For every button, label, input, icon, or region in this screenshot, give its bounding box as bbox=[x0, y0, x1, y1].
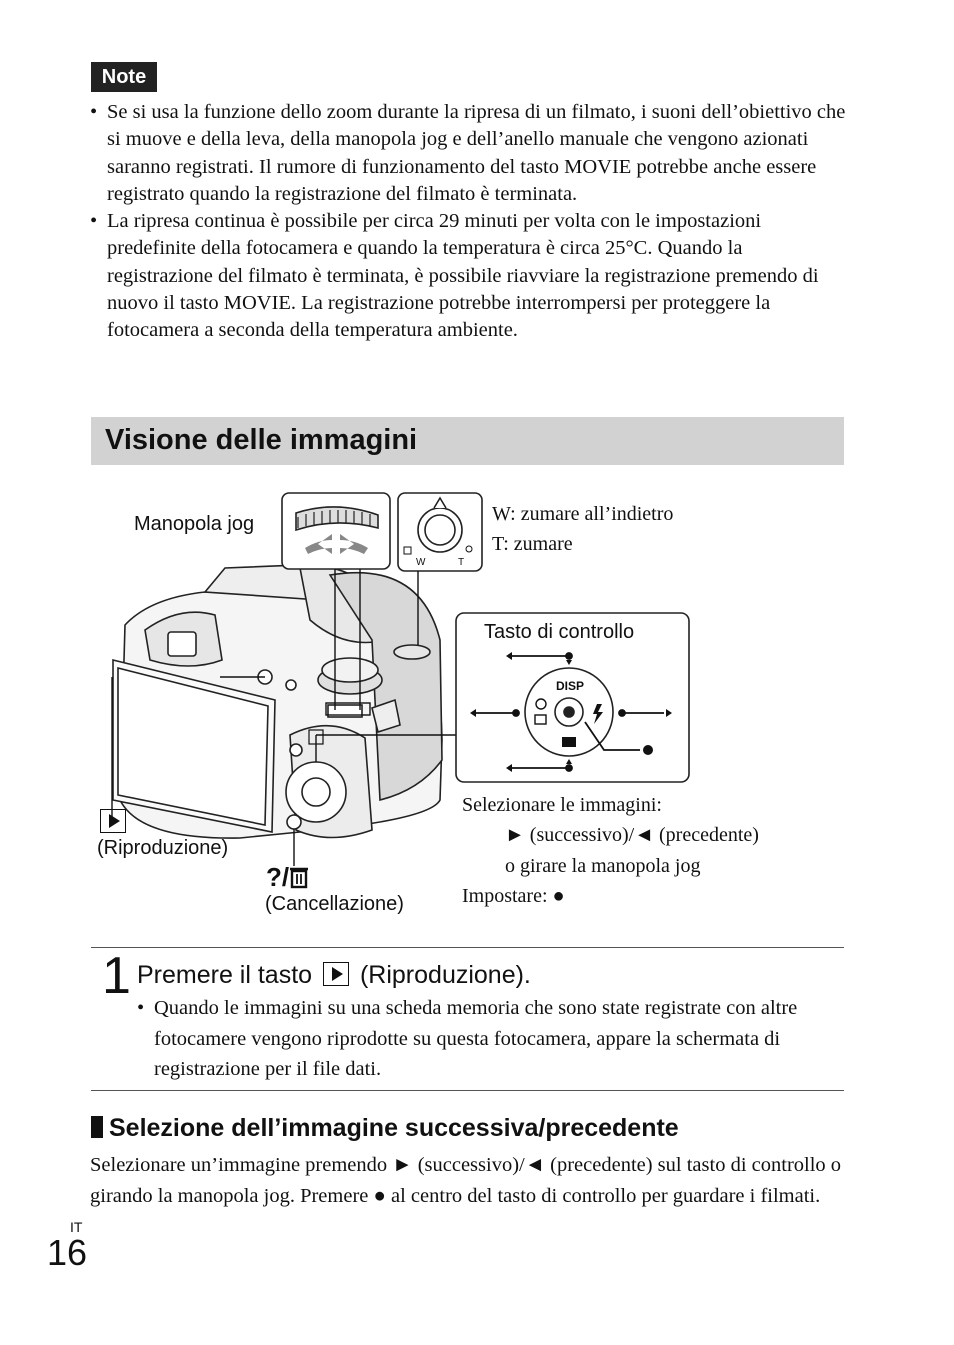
next-arrow-icon: ► bbox=[392, 1154, 413, 1176]
prev-arrow-icon: ◄ bbox=[634, 824, 655, 846]
section-title: Visione delle immagini bbox=[105, 424, 418, 456]
step-title-after: (Riproduzione). bbox=[359, 961, 531, 989]
step-rule-top bbox=[91, 947, 844, 948]
zoom-t-label: T bbox=[458, 557, 465, 568]
camera-illustration bbox=[0, 470, 954, 930]
page-number: 16 bbox=[47, 1232, 88, 1273]
select-next-prev bbox=[505, 823, 759, 847]
note-bullet-1: • Se si usa la funzione dello zoom durante la ripresa di un filmato, i suoni dell’obiettivo che si muove e della leva, della manopola jog e dell’anello manuale che vengono azionati saranno registrati. Il rumore di funzionamento del tasto MOVIE potrebbe anche essere registrato quando la registrazione del filmato è terminata. bbox=[90, 99, 850, 208]
help-delete-icon: ?/ bbox=[266, 862, 309, 892]
playback-label: (Riproduzione) bbox=[97, 837, 229, 859]
step-number: 1 bbox=[102, 947, 131, 1005]
control-button-label: Tasto di controllo bbox=[484, 621, 635, 643]
jog-dial-label: Manopola jog bbox=[134, 513, 255, 535]
disp-label: DISP bbox=[556, 679, 585, 693]
next-arrow-icon: ► bbox=[505, 824, 525, 846]
section-marker-icon bbox=[91, 1116, 103, 1138]
select-images-title: Selezionare le immagini: bbox=[462, 794, 662, 816]
set-label-text: Impostare: bbox=[462, 885, 548, 907]
prev-arrow-icon: ◄ bbox=[524, 1154, 546, 1176]
step-title-before: Premere il tasto bbox=[137, 961, 313, 989]
jog-dial-inset bbox=[282, 493, 390, 569]
playback-icon bbox=[100, 809, 126, 833]
select-jog-text: o girare la manopola jog bbox=[505, 855, 701, 877]
zoom-out-label: W: zumare all’indietro bbox=[492, 503, 674, 525]
body-part-1: Selezionare un’immagine premendo bbox=[90, 1154, 388, 1176]
camera-mode-icon bbox=[562, 737, 576, 747]
set-dot-icon bbox=[643, 745, 653, 755]
subsection-body bbox=[90, 1150, 844, 1211]
camera-body bbox=[113, 565, 442, 838]
step-title bbox=[137, 958, 531, 992]
set-label bbox=[462, 884, 565, 908]
select-prev-text: (precedente) bbox=[659, 824, 759, 846]
select-next-text: (successivo)/ bbox=[529, 824, 635, 846]
note-badge: Note bbox=[91, 62, 157, 92]
body-part-2: (successivo)/ bbox=[417, 1154, 525, 1176]
zoom-w-label: W bbox=[416, 557, 426, 568]
zoom-in-label: T: zumare bbox=[492, 533, 573, 555]
language-tag: IT bbox=[70, 1219, 83, 1235]
subsection-title bbox=[91, 1111, 679, 1145]
step-bullet-1: • Quando le immagini su una scheda memoria che sono state registrate con altre fotocamere vengono riprodotte su questa fotocamera, appare la schermata di registrazione per il file dati. bbox=[137, 993, 847, 1085]
body-part-3: (precedente) sul tasto di controllo o girando la manopola jog. Premere bbox=[90, 1154, 842, 1207]
subsection-title-text: Selezione dell’immagine successiva/precedente bbox=[109, 1114, 679, 1142]
step-rule-bottom bbox=[91, 1090, 844, 1091]
step-bullets bbox=[137, 993, 847, 1085]
playback-icon bbox=[323, 962, 349, 986]
zoom-lever-inset bbox=[398, 493, 482, 571]
note-list bbox=[90, 99, 850, 345]
set-dot-icon: ● bbox=[552, 885, 565, 907]
center-dot-icon: ● bbox=[373, 1184, 386, 1207]
body-part-4: al centro del tasto di controllo per guardare i filmati. bbox=[391, 1184, 821, 1207]
delete-label: (Cancellazione) bbox=[265, 893, 404, 915]
note-bullet-2: • La ripresa continua è possibile per circa 29 minuti per volta con le impostazioni predefinite della fotocamera e quando la temperatura è circa 25°C. Quando la registrazione del filmato è terminata, è possibile riavviare la registrazione premendo di nuovo il tasto MOVIE. La registrazione potrebbe interrompersi per proteggere la fotocamera a seconda della temperatura ambiente. bbox=[90, 208, 850, 344]
